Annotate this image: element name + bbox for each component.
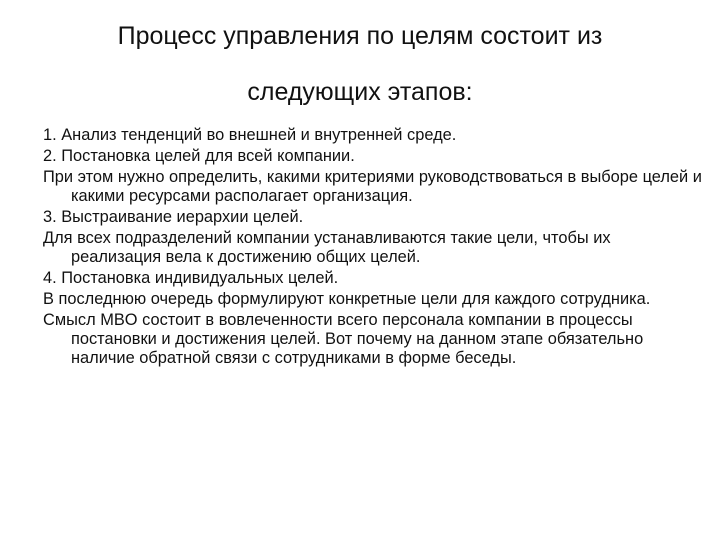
slide-title-line-1: Процесс управления по целям состоит из [117, 22, 603, 50]
stage-3-text: 3. Выстраивание иерархии целей. [43, 208, 304, 226]
slide-title [40, 8, 680, 120]
slide-body [43, 126, 703, 370]
stage-3-note: Для всех подразделений компании устанавливаются такие цели, чтобы их реализация вела к достижению общих целей. [43, 229, 611, 266]
slide-title-line-2: следующих этапов: [247, 78, 473, 106]
stage-2-text: 2. Постановка целей для всей компании. [43, 147, 355, 165]
stage-4-note: В последнюю очередь формулируют конкретные цели для каждого сотрудника. [43, 290, 651, 308]
mbo-summary: Смысл MBO состоит в вовлеченности всего персонала компании в процессы постановки и достижения целей. Вот почему на данном этапе обязательно наличие обратной связи с сотрудниками в форме беседы. [43, 311, 644, 367]
stage-1-text: 1. Анализ тенденций во внешней и внутренней среде. [43, 126, 457, 144]
stage-2-note: При этом нужно определить, какими критериями руководствоваться в выборе целей и какими ресурсами располагает организация. [43, 168, 702, 205]
stage-4-text: 4. Постановка индивидуальных целей. [43, 269, 339, 287]
